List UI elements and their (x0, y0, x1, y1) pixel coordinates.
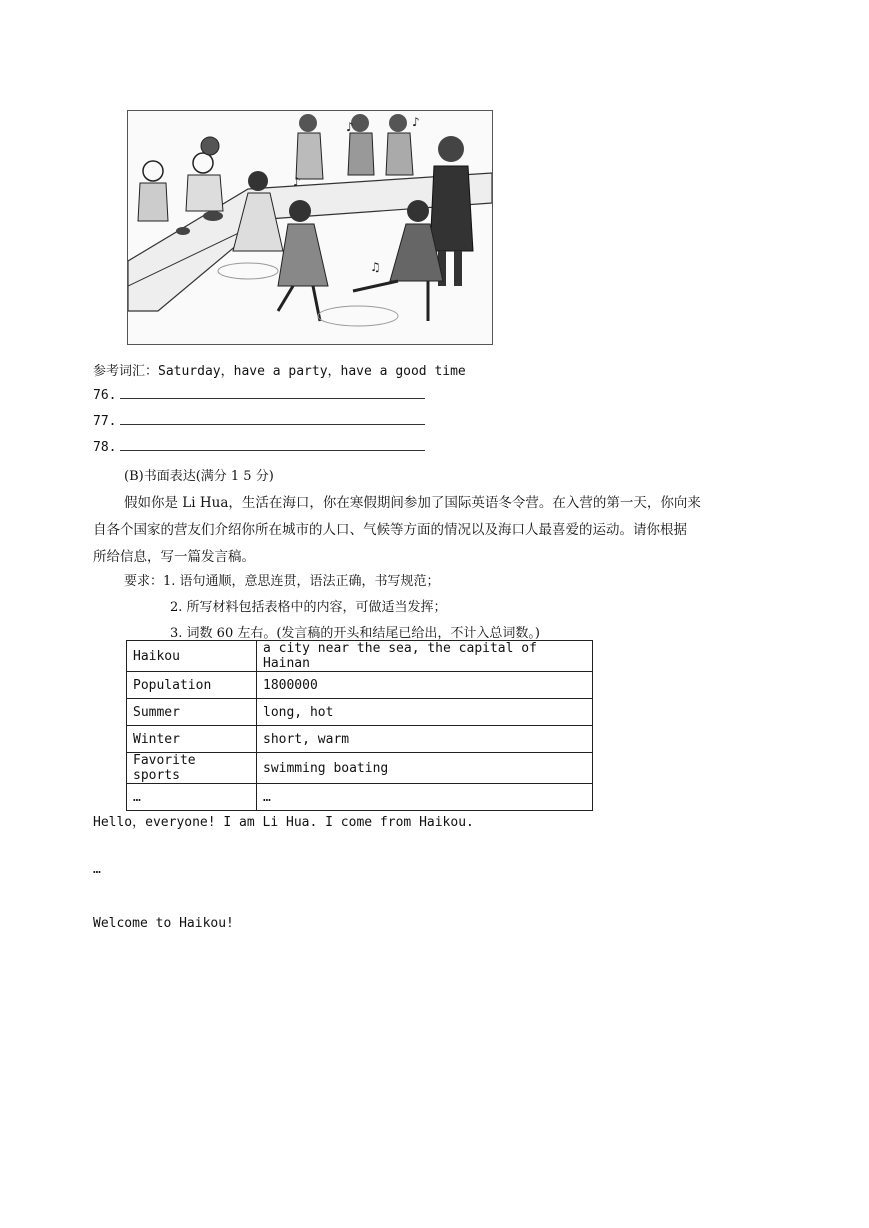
table-row (127, 672, 593, 699)
table-row (127, 641, 593, 672)
table-cell: swimming boating (257, 753, 593, 784)
answer-line-76[interactable] (93, 387, 425, 403)
requirement-3: 3. 词数 60 左右。(发言稿的开头和结尾已给出，不计入总词数。) (170, 626, 540, 641)
svg-text:♫: ♫ (370, 260, 381, 274)
table-row (127, 699, 593, 726)
table-cell: a city near the sea, the capital of Hainan (257, 641, 593, 672)
table-cell: … (257, 784, 593, 811)
table-cell: long, hot (257, 699, 593, 726)
answer-line-78[interactable] (93, 439, 425, 455)
party-illustration (127, 110, 493, 345)
requirement-2: 2. 所写材料包括表格中的内容，可做适当发挥； (170, 600, 447, 615)
section-title: (B)书面表达(满分 1 5 分) (124, 469, 274, 484)
answer-blank (120, 413, 425, 425)
info-table (126, 640, 593, 811)
answer-blank (120, 387, 425, 399)
party-scene-drawing (128, 111, 492, 344)
table-cell: 1800000 (257, 672, 593, 699)
svg-text:♪: ♪ (346, 120, 354, 134)
reference-vocabulary: 参考词汇：Saturday，have a party，have a good time (93, 364, 466, 379)
speech-opening: Hello，everyone! I am Li Hua. I come from Haikou. (93, 815, 474, 830)
table-cell: … (127, 784, 257, 811)
table-cell: Haikou (127, 641, 257, 672)
prompt-line-2: 自各个国家的营友们介绍你所在城市的人口、气候等方面的情况以及海口人最喜爱的运动。请你根据 (93, 522, 687, 538)
question-number: 76. (93, 388, 117, 403)
question-number: 77. (93, 414, 117, 429)
table-row (127, 753, 593, 784)
requirement-1: 要求：1. 语句通顺，意思连贯，语法正确，书写规范； (124, 574, 440, 589)
table-row (127, 726, 593, 753)
table-cell: Favorite sports (127, 753, 257, 784)
svg-text:♪: ♪ (293, 175, 301, 189)
table-cell: short, warm (257, 726, 593, 753)
answer-blank (120, 439, 425, 451)
table-cell: Winter (127, 726, 257, 753)
speech-ellipsis: … (93, 862, 101, 877)
table-cell: Summer (127, 699, 257, 726)
speech-closing: Welcome to Haikou! (93, 916, 234, 931)
prompt-line-3: 所给信息，写一篇发言稿。 (93, 549, 255, 565)
svg-text:♪: ♪ (412, 115, 420, 129)
table-cell: Population (127, 672, 257, 699)
question-number: 78. (93, 440, 117, 455)
table-row (127, 784, 593, 811)
prompt-line-1: 假如你是 Li Hua，生活在海口，你在寒假期间参加了国际英语冬令营。在入营的第一天，你向来 (124, 495, 701, 511)
answer-line-77[interactable] (93, 413, 425, 429)
